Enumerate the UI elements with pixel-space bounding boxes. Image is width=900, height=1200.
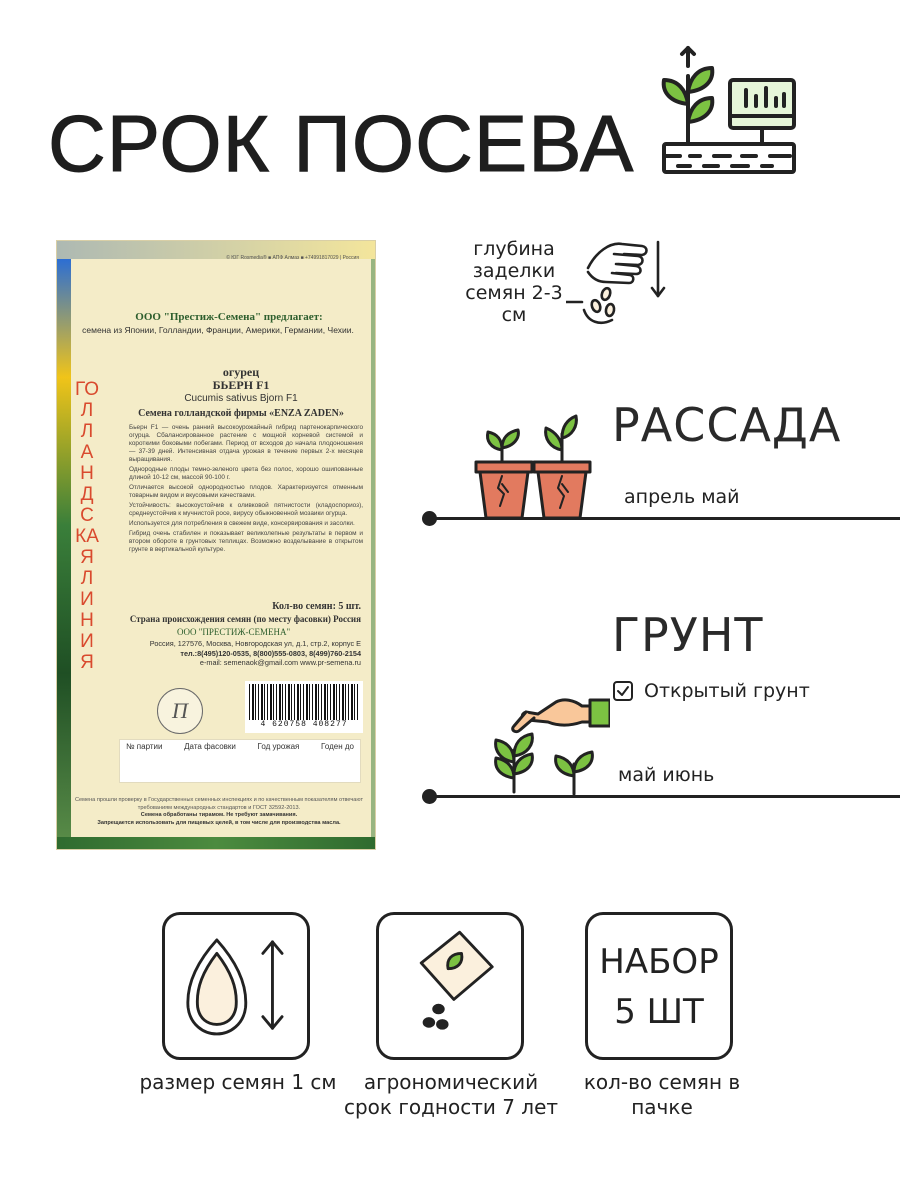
packet-barcode [245,681,363,733]
packet-footer-line: Запрещается использовать для пищевых целей, в том числе для производства масла. [97,819,341,826]
packet-desc-paragraph: Бьерн F1 — очень ранний высокоурожайный гибрид партенокарпического огурца. Сбалансированное растение с мощной корневой системой и короткими боковыми побегами. Период от всходов до начала плодоношения — 37-39 дней. Интенсивная отдача урожая в течение первых 2-х месяцев выращивания. [129,424,363,463]
ground-months: май июнь [618,764,715,786]
seedling-months: апрель май [624,486,740,508]
seed-packet [56,240,376,850]
plant-growth-monitor-icon [660,44,800,184]
packet-offer-text: семена из Японии, Голландии, Франции, Америки, Германии, Чехии. [82,325,354,335]
packet-footer [71,797,367,827]
ground-title: ГРУНТ [612,608,764,662]
seed-set-line1: НАБОР [599,942,719,982]
packet-left-band [57,259,71,850]
batch-table-col: Дата фасовки [184,742,236,751]
packet-latin-name: Cucumis sativus Bjorn F1 [184,393,298,404]
packet-phones: тел.:8(495)120-0535, 8(800)555-0803, 8(499)760-2154 [180,648,361,658]
page-title: СРОК ПОСЕВА [48,99,635,188]
batch-table-col: Годен до [321,742,354,751]
packet-copyright: © ЮГ Rosmedia® ■ АПФ Алмаз ■ +74991817029 | Россия [226,255,359,261]
packet-right-edge [371,259,375,850]
hand-sowing-seeds-icon [566,232,670,332]
seed-count-caption: кол-во семян в пачке [583,1070,741,1119]
seed-set-text [588,937,730,1037]
packet-seed-count: Кол-во семян: 5 шт. [272,601,361,612]
barcode-number: 4 620758 408277 [260,720,348,729]
seed-size-icon [165,915,307,1057]
packet-company: ООО "ПРЕСТИЖ-СЕМЕНА" [177,627,291,637]
hand-planting-icon [478,692,610,798]
seed-set-line2: 5 ШТ [614,992,704,1032]
packet-batch-table [119,739,361,783]
ground-timeline-line [430,795,900,798]
barcode-bars [249,684,359,720]
packet-email: e-mail: semenaok@gmail.com www.pr-semena.ru [199,658,361,667]
seed-size-caption: размер семян 1 см [139,1070,337,1094]
packet-logo: П [157,688,203,734]
packet-bottom-band [57,837,375,849]
packet-country: Страна происхождения семян (по месту фасовки) Россия [129,614,361,624]
packet-desc-paragraph: Используется для потребления в свежем виде, консервирования и засолки. [129,520,355,527]
packet-address: Россия, 127576, Москва, Новгородская ул, д.1, стр.2, корпус Е [149,639,361,648]
batch-table-col: № партии [126,742,163,751]
open-ground-label: Открытый грунт [644,680,810,702]
seedling-pots-icon [472,410,602,522]
packet-variety-name: БЬЕРН F1 [212,378,270,392]
packet-desc-paragraph: Устойчивость: высокоустойчив к оливковой пятнистости (кладоспориоз), среднеустойчив к мучнистой росе, вирусу обыкновенной мозаики огурца. [129,502,363,517]
shelf-life-caption: агрономический срок годности 7 лет [343,1070,559,1119]
packet-offer-title: ООО "Престиж-Семена" предлагает: [135,311,323,323]
batch-table-header [120,740,360,753]
packet-desc-paragraph: Гибрид очень стабилен и показывает великолепные результаты в первом и втором обороте в грунтовых теплицах. Возможно возделывание в открытом грунте в вертикальной культуре. [129,530,363,553]
checkbox-checked-icon [612,680,634,702]
seed-bag-icon [379,915,521,1057]
seedling-title: РАССАДА [612,398,842,452]
shelf-life-box [376,912,524,1060]
packet-desc-paragraph: Отличается высокой однородностью плодов. Характеризуется отменным товарным видом и вкусовыми качествами. [129,484,363,499]
packet-vertical-text: ГОЛЛАНДСКАЯ ЛИНИЯ [75,379,100,673]
batch-table-col: Год урожая [257,742,300,751]
seed-size-box [162,912,310,1060]
seedling-timeline-line [430,517,900,520]
packet-crop-name: огурец [222,365,260,379]
open-ground-option [612,680,810,702]
seed-set-box [585,912,733,1060]
packet-description [129,424,363,556]
packet-desc-paragraph: Однородные плоды темно-зеленого цвета без полос, хорошо ошипованные длиной 10-12 см, массой 90-100 г. [129,466,363,481]
packet-firm: Семена голландской фирмы «ENZA ZADEN» [138,408,344,419]
packet-footer-line: Семена прошли проверку в Государственных семенных инспекциях и по качественным показателям отвечают требованиям международных стандартов и ГОСТ 32592-2013. [74,797,364,811]
packet-footer-line: Семена обработаны тирамом. Не требуют замачивания. [140,812,298,818]
sowing-depth-text: глубина заделки семян 2-3 см [465,238,563,326]
packet-address-block [131,639,361,668]
